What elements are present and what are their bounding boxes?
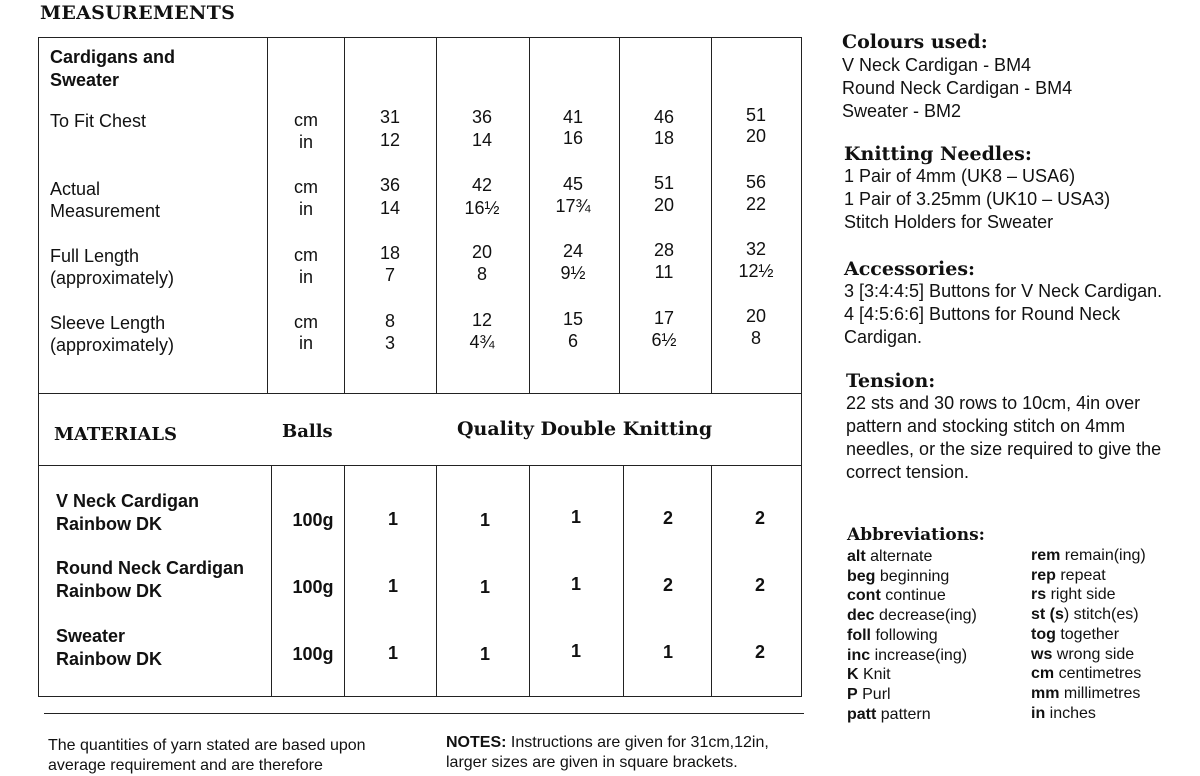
abbr-key: tog [1031,625,1056,643]
accessory-item: 3 [3:4:4:5] Buttons for V Neck Cardigan. [844,281,1163,301]
weight-cell: 100g [292,510,334,530]
tension-text [846,392,1161,484]
col-divider [436,465,437,697]
value-cell: 24 [562,241,584,261]
count-cell: 2 [754,508,765,528]
value-cell: 18 [379,243,401,263]
notes-label: NOTES: [446,734,507,751]
tension-line: needles, or the size required to give the [846,439,1162,459]
value-cell: 42 [471,175,493,195]
value-cell: 14 [379,198,401,218]
unit-cell: cm [294,312,318,332]
row-label: Measurement [50,201,161,221]
tension-line: 22 sts and 30 rows to 10cm, 4in over [846,393,1141,413]
count-cell: 1 [387,509,398,529]
tension-heading: Tension: [846,370,936,392]
weight-cell: 100g [292,644,334,664]
abbr-value: alternate [865,548,933,565]
notes-line: larger sizes are given in square brackets. [446,754,738,771]
material-line: Rainbow DK [56,649,162,669]
count-cell: 1 [479,644,490,664]
count-cell: 1 [479,577,490,597]
value-cell: 8 [384,311,395,331]
abbr-item [1031,566,1146,586]
abbr-value: wrong side [1052,645,1135,663]
value-cell: 31 [379,107,401,127]
abbr-key: rem [1031,547,1061,564]
abbr-item [1031,704,1146,724]
colours-heading: Colours used: [842,31,988,53]
tension-line: pattern and stocking stitch on 4mm [846,416,1126,436]
value-cell: 36 [379,175,401,195]
abbr-value: decrease(ing) [874,607,977,625]
abbr-item [1031,546,1146,566]
tension-line: correct tension. [846,462,970,482]
abbr-value: centimetres [1054,665,1142,683]
value-cell: 20 [745,126,767,146]
value-cell: 20 [745,306,767,326]
value-cell: 7 [384,265,395,285]
value-cell: 51 [653,173,675,193]
abbr-value: pattern [876,705,931,723]
material-line: V Neck Cardigan [56,491,200,511]
abbr-item [1031,645,1146,665]
unit-cell: in [298,132,313,152]
count-cell: 1 [570,507,581,527]
abbr-value: right side [1046,586,1116,604]
colours-list [842,54,1072,123]
value-cell: 3 [384,333,395,353]
col-divider [529,38,530,393]
unit-cell: in [298,199,313,219]
abbr-item [1031,605,1146,625]
abbr-value: inches [1045,704,1096,722]
needles-heading: Knitting Needles: [844,143,1032,165]
count-cell: 1 [387,643,398,663]
abbr-item [847,705,977,725]
abbr-key: st (s [1031,606,1064,624]
count-cell: 2 [754,575,765,595]
material-name [56,625,162,671]
abbr-item [847,586,977,606]
balls-label: Balls [282,421,333,442]
abbr-key: dec [847,607,875,625]
count-cell: 1 [479,510,490,530]
footer-rule [44,713,804,714]
col-divider [711,465,712,697]
row-label: (approximately) [50,268,175,288]
col-divider [344,465,345,697]
accessory-item: 4 [4:5:6:6] Buttons for Round Neck [844,304,1121,324]
header-line: Cardigans and [50,47,176,67]
value-cell: 12 [471,310,493,330]
abbr-item [847,567,977,587]
row-divider [39,393,801,394]
abbr-value: millimetres [1059,684,1141,702]
value-cell: 45 [562,174,584,194]
abbr-key: inc [847,646,871,664]
abbr-item [847,606,977,626]
value-cell: 51 [745,105,767,125]
row-divider [39,465,801,466]
col-divider [619,38,620,393]
abbr-key: rep [1031,566,1056,584]
abbr-value: repeat [1055,566,1106,584]
value-cell: 22 [745,194,767,214]
abbr-value: Purl [857,685,891,703]
unit-cell: cm [294,245,318,265]
abbr-item [1031,684,1146,704]
needle-item: 1 Pair of 3.25mm (UK10 – USA3) [844,189,1111,209]
material-line: Sweater [56,626,126,646]
page-title: MEASUREMENTS [40,2,236,24]
value-cell: 36 [471,107,493,127]
abbr-item [847,626,977,646]
row-label: Actual [50,179,101,199]
footer-left [48,736,366,776]
abbr-key: ws [1031,645,1053,663]
value-cell: 6 [567,331,578,351]
weight-cell: 100g [292,577,334,597]
abbreviations-heading: Abbreviations: [847,525,985,545]
unit-cell: cm [294,110,318,130]
notes-text: Instructions are given for 31cm,12in, [506,734,769,751]
abbr-key: in [1031,704,1046,722]
count-cell: 1 [570,641,581,661]
abbr-key: beg [847,567,876,585]
unit-cell: cm [294,177,318,197]
abbr-value: Knit [858,666,891,684]
value-cell: 14 [471,130,493,150]
material-line: Round Neck Cardigan [56,558,245,578]
material-name [56,490,199,536]
value-cell: 56 [745,172,767,192]
abbreviations-right [1031,546,1146,723]
value-cell: 16 [562,128,584,148]
value-cell: 17¾ [555,196,591,216]
col-divider [623,465,624,697]
value-cell: 8 [476,264,487,284]
value-cell: 9½ [560,263,586,283]
needle-item: 1 Pair of 4mm (UK8 – USA6) [844,166,1076,186]
abbr-key: P [847,685,858,703]
abbr-item [847,547,977,567]
value-cell: 18 [653,128,675,148]
accessories-heading: Accessories: [844,258,976,280]
row-label: (approximately) [50,335,175,355]
value-cell: 41 [562,107,584,127]
value-cell: 20 [653,195,675,215]
value-cell: 15 [562,309,584,329]
value-cell: 6½ [651,330,677,350]
value-cell: 12½ [738,261,774,281]
abbr-key: foll [847,626,871,644]
value-cell: 16½ [464,198,500,218]
abbreviations-left [847,547,977,724]
abbr-key: rs [1031,586,1047,604]
abbr-item [847,646,977,666]
quality-label: Quality Double Knitting [457,418,713,440]
value-cell: 20 [471,242,493,262]
needles-list [844,165,1110,234]
abbr-item [847,685,977,705]
needle-item: Stitch Holders for Sweater [844,212,1054,232]
footer-line: The quantities of yarn stated are based upon [48,737,366,754]
accessories-list [844,280,1162,349]
count-cell: 1 [662,642,673,662]
footer-notes [446,733,769,773]
col-divider [436,38,437,393]
value-cell: 11 [654,262,674,282]
abbr-key: mm [1031,684,1060,702]
colour-item: V Neck Cardigan - BM4 [842,55,1032,75]
value-cell: 4¾ [469,332,495,352]
abbr-value: increase(ing) [870,646,968,664]
material-name [56,557,244,603]
abbr-key: cont [847,587,881,605]
value-cell: 12 [379,130,401,150]
footer-line: average requirement and are therefore [48,757,323,774]
count-cell: 1 [570,574,581,594]
abbr-item [1031,625,1146,645]
abbr-value: remain(ing) [1060,547,1146,564]
abbr-item [1031,664,1146,684]
accessory-item: Cardigan. [844,327,923,347]
count-cell: 2 [662,575,673,595]
count-cell: 2 [662,508,673,528]
material-line: Rainbow DK [56,581,162,601]
value-cell: 8 [750,328,761,348]
abbr-item [847,665,977,685]
row-label: To Fit Chest [50,111,147,131]
abbr-key: patt [847,705,877,723]
value-cell: 17 [653,308,675,328]
col-divider [344,38,345,393]
material-line: Rainbow DK [56,514,162,534]
col-divider [267,38,268,393]
col-divider [529,465,530,697]
row-label: Sleeve Length [50,313,166,333]
abbr-value: following [871,626,938,644]
count-cell: 2 [754,642,765,662]
header-line: Sweater [50,70,120,90]
abbr-value: continue [880,587,946,605]
abbr-value: together [1055,625,1120,643]
abbr-key: cm [1031,665,1055,683]
unit-cell: in [298,267,313,287]
colour-item: Sweater - BM2 [842,101,962,121]
unit-cell: in [298,333,313,353]
table-header-label [50,46,175,92]
value-cell: 46 [653,107,675,127]
col-divider [271,465,272,697]
abbr-key: K [847,666,859,684]
row-label: Full Length [50,246,140,266]
col-divider [711,38,712,393]
abbr-value: ) stitch(es) [1063,606,1139,624]
colour-item: Round Neck Cardigan - BM4 [842,78,1073,98]
value-cell: 28 [653,240,675,260]
abbr-key: alt [847,548,866,565]
value-cell: 32 [745,239,767,259]
materials-label: MATERIALS [54,424,178,445]
abbr-item [1031,585,1146,605]
abbr-value: beginning [875,567,950,585]
count-cell: 1 [387,576,398,596]
